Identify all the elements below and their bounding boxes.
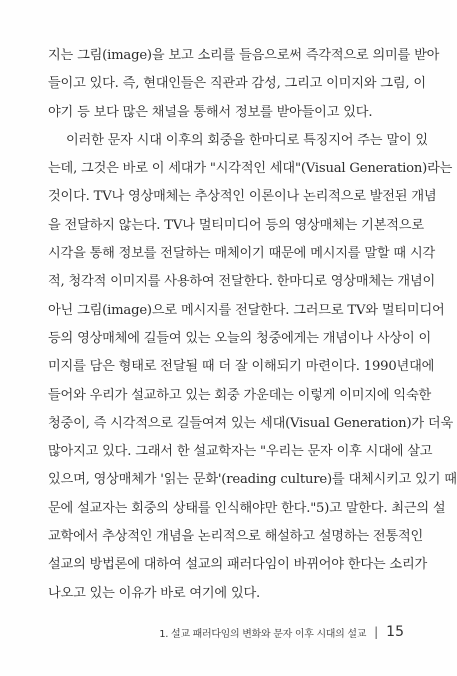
text-line: 많아지고 있다. 그래서 한 설교학자는 "우리는 문자 이후 시대에 살고 bbox=[48, 444, 433, 460]
body-text bbox=[48, 42, 457, 608]
text-line: 미지를 담은 형태로 전달될 때 더 잘 이해되기 마련이다. 1990년대에 bbox=[48, 359, 435, 375]
text-line: 적, 청각적 이미지를 사용하여 전달한다. 한마디로 영상매체는 개념이 bbox=[48, 274, 436, 290]
text-line: 아닌 그림(image)으로 메시지를 전달한다. 그러므로 TV와 멀티미디어 bbox=[48, 302, 445, 318]
footer-separator: | bbox=[374, 625, 379, 639]
text-line: 문에 설교자는 회중의 상태를 인식해야만 한다."5)고 말한다. 최근의 설 bbox=[48, 500, 446, 516]
text-line: 것이다. TV나 영상매체는 추상적인 이론이나 논리적으로 발전된 개념 bbox=[48, 189, 437, 205]
text-line: 들이고 있다. 즉, 현대인들은 직관과 감성, 그리고 이미지와 그림, 이 bbox=[48, 76, 426, 92]
text-line: 등의 영상매체에 길들여 있는 오늘의 청중에게는 개념이나 사상이 이 bbox=[48, 330, 432, 346]
text-line: 있으며, 영상매체가 '읽는 문화'(reading culture)를 대체시키고 있기 때 bbox=[48, 472, 457, 488]
text-line: 교학에서 추상적인 개념을 논리적으로 해설하고 설명하는 전통적인 bbox=[48, 529, 424, 545]
page-number: 15 bbox=[386, 624, 404, 640]
text-line: 시각을 통해 정보를 전달하는 매체이기 때문에 메시지를 말할 때 시각 bbox=[48, 246, 436, 262]
text-line: 는데, 그것은 바로 이 세대가 "시각적인 세대"(Visual Generation)라는 bbox=[48, 161, 453, 177]
text-line: 지는 그림(image)을 보고 소리를 들음으로써 즉각적으로 의미를 받아 bbox=[48, 48, 440, 63]
text-line: 설교의 방법론에 대하여 설교의 패러다임이 바뀌어야 한다는 소리가 bbox=[48, 557, 428, 573]
page-footer bbox=[48, 622, 404, 642]
text-line: 들어와 우리가 설교하고 있는 회중 가운데는 이렇게 이미지에 익숙한 bbox=[48, 387, 432, 403]
text-line: 야기 등 보다 많은 채널을 통해서 정보를 받아들이고 있다. bbox=[48, 104, 373, 120]
running-head: 1. 설교 패러다임의 변화와 문자 이후 시대의 설교 bbox=[159, 628, 367, 640]
paragraph-first-line: 이러한 문자 시대 이후의 회중을 한마디로 특징지어 주는 말이 있 bbox=[66, 132, 428, 148]
text-line: 청중이, 즉 시각적으로 길들여져 있는 세대(Visual Generation)가 더욱 bbox=[48, 415, 454, 431]
text-line: 을 전달하지 않는다. TV나 멀티미디어 등의 영상매체는 기본적으로 bbox=[48, 217, 424, 233]
text-line: 나오고 있는 이유가 바로 여기에 있다. bbox=[48, 585, 261, 601]
